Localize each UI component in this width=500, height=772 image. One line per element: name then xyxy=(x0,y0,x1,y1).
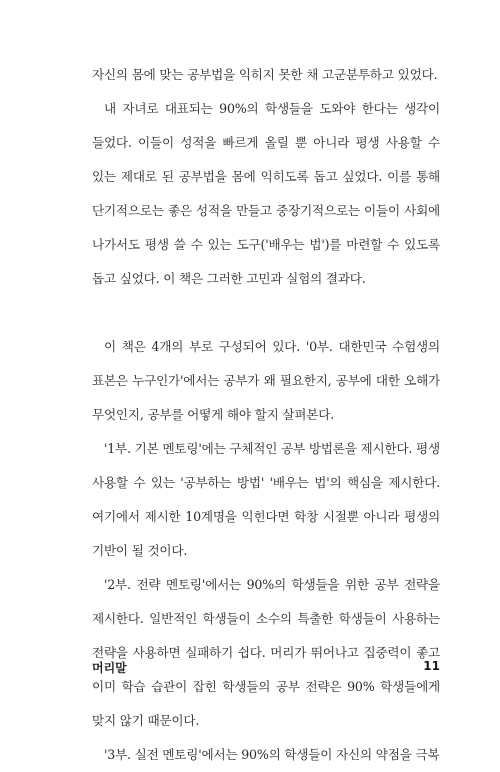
footer-section-title: 머리말 xyxy=(92,661,127,675)
page-footer xyxy=(92,659,440,679)
paragraph: 내 자녀로 대표되는 90%의 학생들을 도와야 한다는 생각이 들었다. 이들이 성적을 빠르게 올릴 뿐 아니라 평생 사용할 수 있는 제대로 된 공부법을 몸에 익히도록 돕고 싶었다. 이를 통해 단기적으로는 좋은 성적을 만들고 중장기적으로는 이들이 사회에 나가서도 평생 쓸 수 있는 도구('배우는 법')를 마련할 수 있도록 돕고 싶었다. 이 책은 그러한 고민과 실험의 결과다. xyxy=(92,101,440,286)
paragraph: '2부. 전략 멘토링'에서는 90%의 학생들을 위한 공부 전략을 제시한다. 일반적인 학생들이 소수의 특출한 학생들이 사용하는 전략을 사용하면 실패하기 쉽다. 머리가 뛰어나고 집중력이 좋고 이미 학습 습관이 잡힌 학생들의 공부 전략은 90% 학생들에게 맞지 않기 때문이다. xyxy=(92,577,440,728)
page-number: 11 xyxy=(423,659,440,673)
paragraph: 이 책은 4개의 부로 구성되어 있다. '0부. 대한민국 수험생의 표본은 누구인가'에서는 공부가 왜 필요한지, 공부에 대한 오해가 무엇인지, 공부를 어떻게 해야 할지 살펴본다. xyxy=(92,339,440,422)
paragraph: '1부. 기본 멘토링'에는 구체적인 공부 방법론을 제시한다. 평생 사용할 수 있는 '공부하는 방법' '배우는 법'의 핵심을 제시한다. 여기에서 제시한 10계명을 익힌다면 학창 시절뿐 아니라 평생의 기반이 될 것이다. xyxy=(92,441,440,558)
paragraph-continued: 자신의 몸에 맞는 공부법을 익히지 못한 채 고군분투하고 있었다. xyxy=(92,67,438,82)
paragraph: '3부. 실전 멘토링'에서는 90%의 학생들이 자신의 약점을 극복 xyxy=(104,747,440,762)
